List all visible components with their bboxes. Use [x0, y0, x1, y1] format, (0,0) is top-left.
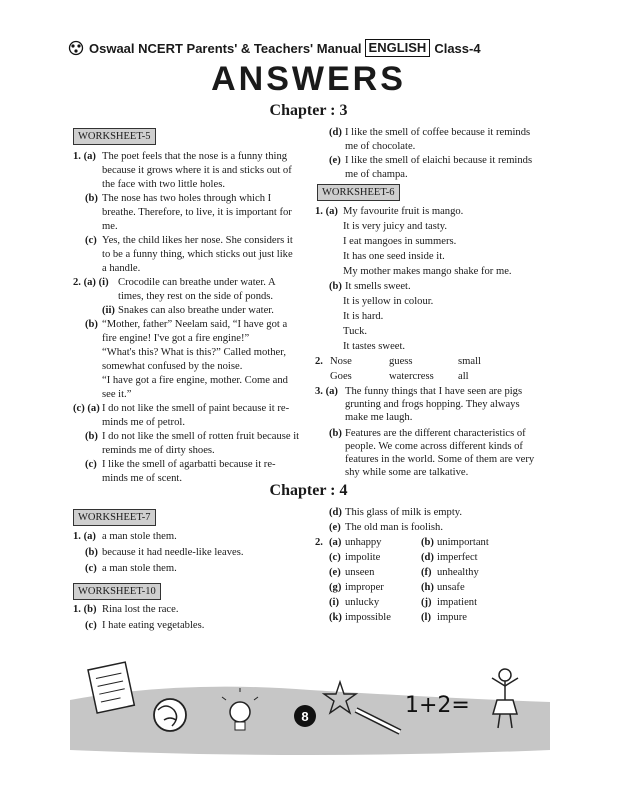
answer-line: Rina lost the race.: [102, 604, 179, 615]
answer-line: Crocodile can breathe under water. A: [118, 277, 276, 288]
answer-line: The funny things that I have seen are pigs: [345, 386, 523, 397]
opposite-marker: (e): [329, 567, 341, 578]
answer-line: breathe. Therefore, to live, it is important for: [102, 207, 292, 218]
answer-line: a man stole them.: [102, 531, 177, 542]
word-cell: guess: [389, 356, 413, 367]
opposite-marker: (c): [329, 552, 341, 563]
answer-line: Snakes can also breathe under water.: [118, 305, 274, 316]
answer-line: I do not like the smell of rotten fruit because it: [102, 431, 300, 442]
opposite-word: unseen: [345, 567, 375, 578]
answer-line: minds me of petrol.: [102, 417, 185, 428]
opposite-marker: (l): [421, 612, 431, 623]
answer-line: to be a funny thing, which sticks out just like: [102, 249, 293, 260]
answer-line: I do not like the smell of paint because it re-: [102, 403, 290, 414]
word-cell: watercress: [389, 371, 434, 382]
opposite-marker: (h): [421, 582, 434, 593]
opposite-marker: (g): [329, 582, 342, 593]
answer-line: It is hard.: [343, 311, 384, 322]
header-title: Oswaal NCERT Parents' & Teachers' Manual: [89, 40, 362, 56]
worksheet7-label: WORKSHEET-7: [73, 509, 156, 526]
opposite-marker: (i): [329, 597, 339, 608]
footer-doodles: [60, 660, 560, 760]
answer-line: “I have got a fire engine, mother. Come and: [102, 375, 288, 386]
running-header: [68, 38, 481, 58]
answer-line: It is very juicy and tasty.: [343, 221, 448, 232]
answer-line: shy while some are talkative.: [345, 467, 469, 478]
answer-line: I eat mangoes in summers.: [343, 236, 457, 247]
opposite-word: unsafe: [437, 582, 465, 593]
chapter3-heading: Chapter : 3: [269, 102, 348, 119]
header-class: Class-4: [434, 40, 481, 56]
opposite-word: impure: [437, 612, 468, 623]
opposite-marker: (k): [329, 612, 342, 623]
worksheet6-label: WORKSHEET-6: [317, 184, 400, 201]
notepad-icon: [88, 662, 134, 713]
answer-line: the face with two little holes.: [102, 179, 225, 190]
opposite-word: unlucky: [345, 597, 380, 608]
opposite-word: unhealthy: [437, 567, 479, 578]
answer-line: The nose has two holes through which I: [102, 193, 272, 204]
answer-line: “What's this? What is this?” Called mother,: [102, 347, 286, 358]
answer-line: I like the smell of coffee because it reminds: [345, 127, 531, 138]
answer-line: me.: [102, 221, 118, 232]
answer-line: Features are the different characteristics of: [345, 428, 526, 439]
opposite-word: improper: [345, 582, 384, 593]
page-number: 8: [301, 709, 309, 724]
answer-line: It tastes sweet.: [343, 341, 406, 352]
header-subject-box: ENGLISH: [365, 39, 431, 57]
answer-line: This glass of milk is empty.: [345, 507, 463, 518]
opposite-marker: (f): [421, 567, 432, 578]
answer-line: My favourite fruit is mango.: [343, 206, 464, 217]
word-cell: Goes: [330, 371, 352, 382]
answer-line: It smells sweet.: [345, 281, 411, 292]
answer-line: a handle.: [102, 263, 141, 274]
answer-line: I hate eating vegetables.: [102, 620, 205, 631]
worksheet10-label: WORKSHEET-10: [73, 583, 161, 600]
answer-line: features in the world. Some of them are very: [345, 454, 535, 465]
opposite-word: impossible: [345, 612, 391, 623]
page-title: ANSWERS: [211, 60, 406, 98]
answer-line: I like the smell of elaichi because it reminds: [345, 155, 533, 166]
answer-line: somewhat confused by the noise.: [102, 361, 243, 372]
answer-line: see it.”: [102, 389, 132, 400]
word-cell: small: [458, 356, 481, 367]
word-cell: Nose: [330, 356, 352, 367]
word-cell: all: [458, 371, 469, 382]
answer-line: reminds me of dirty shoes.: [102, 445, 215, 456]
answer-line: people. We come across different kinds of: [345, 441, 523, 452]
answer-line: me of champa.: [345, 169, 408, 180]
oswaal-logo-icon: [68, 40, 84, 56]
answer-line: me of chocolate.: [345, 141, 416, 152]
answer-line: My mother makes mango shake for me.: [343, 266, 512, 277]
opposite-marker: (a): [329, 537, 342, 548]
opposite-word: imperfect: [437, 552, 478, 563]
answer-line: because it had needle-like leaves.: [102, 547, 244, 558]
opposite-word: unhappy: [345, 537, 382, 548]
answer-line: The old man is foolish.: [345, 522, 443, 533]
answer-line: The poet feels that the nose is a funny thing: [102, 151, 288, 162]
answer-line: minds me of scent.: [102, 473, 183, 484]
answer-line: make me laugh.: [345, 412, 413, 423]
answer-line: I like the smell of agarbatti because it re-: [102, 459, 276, 470]
answer-line: fire engine! I've got a fire engine!”: [102, 333, 250, 344]
answer-line: times, they rest on the side of ponds.: [118, 291, 274, 302]
opposite-word: unimportant: [437, 537, 489, 548]
answer-line: Yes, the child likes her nose. She considers it: [102, 235, 293, 246]
opposite-marker: (b): [421, 537, 434, 548]
opposite-word: impolite: [345, 552, 381, 563]
answer-line: It is yellow in colour.: [343, 296, 434, 307]
answer-line: because it grows where it is and sticks out of: [102, 165, 292, 176]
answer-line: It has one seed inside it.: [343, 251, 445, 262]
answer-line: a man stole them.: [102, 563, 177, 574]
globe-icon: [154, 699, 186, 731]
opposite-marker: (d): [421, 552, 434, 563]
answer-line: “Mother, father” Neelam said, “I have got a: [102, 319, 288, 330]
answer-line: grunting and frogs hopping. They always: [345, 399, 520, 410]
worksheet5-label: WORKSHEET-5: [73, 128, 156, 145]
answer-line: Tuck.: [343, 326, 368, 337]
opposite-marker: (j): [421, 597, 432, 608]
chapter4-heading: Chapter : 4: [269, 482, 348, 499]
opposite-word: impatient: [437, 597, 478, 608]
math-doodle: 1+2=: [405, 693, 470, 718]
